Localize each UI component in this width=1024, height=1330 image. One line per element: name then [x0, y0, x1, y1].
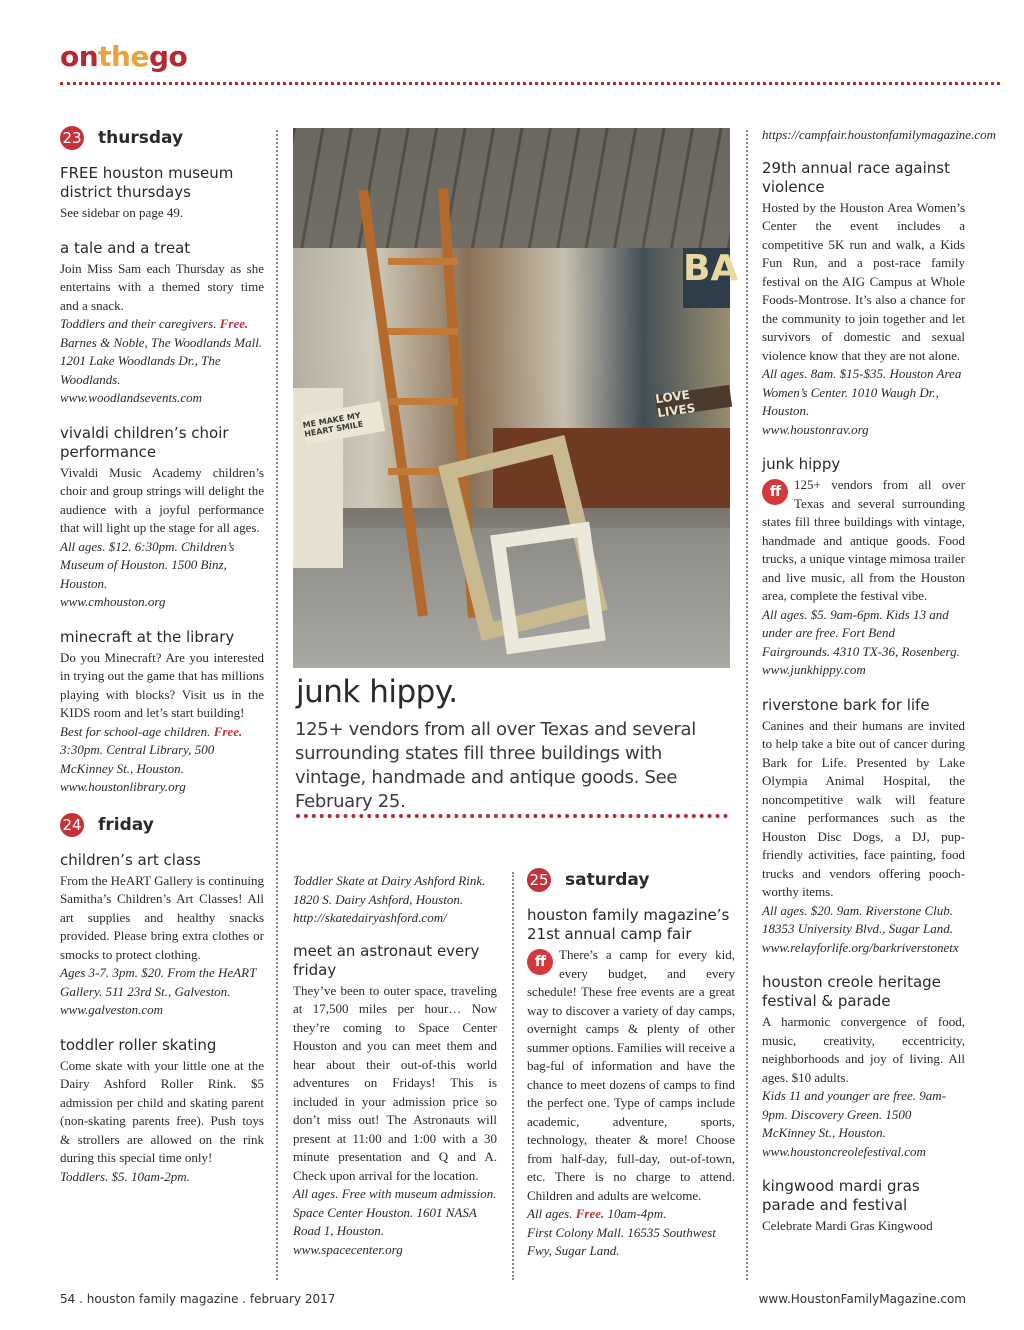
event-body: Vivaldi Music Academy children’s choir and group strings will delight the audience with a joyful performance that will light up the stage for all ages. — [60, 464, 264, 535]
event-body: See sidebar on page 49. — [60, 205, 184, 220]
event-body: Join Miss Sam each Thursday as she entertains with a themed story time and a snack. — [60, 260, 264, 313]
feature-divider — [296, 814, 728, 818]
free-label: Free. — [575, 1206, 605, 1221]
event-title: children’s art class — [60, 850, 201, 869]
event-title: houston family magazine’s 21st annual camp fair — [527, 906, 730, 943]
day-number-badge: 25 — [527, 868, 551, 892]
event-title: 29th annual race against violence — [762, 158, 950, 196]
day-name: thursday — [98, 128, 184, 148]
photo-ladder-rung — [388, 258, 458, 265]
event-body: Hosted by the Houston Area Women’s Center the event includes a competitive 5K run and walk, a Kids Fun Run, and a post-race family festival on the AIG Campus at Whole Foods-Montrose. It’s also a chance for the community to join together and let survivors of domestic and sexual violence know that they are not alone. — [762, 199, 965, 363]
event-url[interactable]: www.spacecenter.org — [293, 1241, 403, 1257]
event-creole-festival — [762, 973, 965, 1161]
family-friendly-icon: ff — [762, 479, 788, 505]
event-audience: Toddlers and their caregivers. — [60, 316, 220, 331]
column-2 — [293, 872, 497, 1275]
photo-ladder-rung — [388, 328, 458, 335]
column-divider-3 — [746, 130, 748, 1280]
event-race-against-violence — [762, 159, 965, 440]
feature-photo — [293, 128, 739, 668]
event-title: meet an astronaut every friday — [293, 941, 480, 979]
event-title: toddler roller skating — [60, 1035, 217, 1054]
event-body-text: 125+ vendors from all over Texas and several surrounding states fill three buildings with vintage, handmade and antique goods. Food trucks, a unique vintage mimosa trailer and live music, all from the Houston area, complete the festival vibe. — [762, 477, 965, 603]
day-number-badge: 23 — [60, 126, 84, 150]
event-info: All ages. $5. 9am-6pm. Kids 13 and under are free. Fort Bend Fairgrounds. 4310 TX-36, Rosenberg. — [762, 606, 960, 659]
column-4 — [762, 126, 996, 1252]
masthead-part-go: go — [148, 40, 188, 73]
event-url[interactable]: https://campfair.houstonfamilymagazine.com — [762, 127, 996, 142]
column-3 — [527, 868, 735, 1277]
event-info: All ages. $20. 9am. Riverstone Club. 18353 University Blvd., Sugar Land. — [762, 902, 954, 936]
event-vivaldi-choir — [60, 424, 264, 612]
day-number-badge: 24 — [60, 813, 84, 837]
day-header-saturday — [527, 868, 735, 892]
section-masthead — [60, 40, 187, 73]
event-museum-district — [60, 164, 264, 223]
event-info: All ages. 8am. $15-$35. Houston Area Women’s Center. 1010 Waugh Dr., Houston. — [762, 366, 962, 418]
event-minecraft — [60, 628, 264, 797]
photo-ceiling — [293, 128, 730, 248]
event-url[interactable]: www.galveston.com — [60, 1002, 164, 1017]
event-url[interactable]: www.cmhouston.org — [60, 594, 166, 609]
day-header-thursday — [60, 126, 264, 150]
photo-sign-ba: BA — [683, 248, 730, 308]
event-tale-and-treat — [60, 239, 264, 408]
event-title: FREE houston museum district thursdays — [60, 164, 234, 201]
feature-caption: 125+ vendors from all over Texas and several surrounding states fill three buildings with vintage, handmade and antique goods. See February 25. — [295, 719, 696, 812]
event-body: Canines and their humans are invited to help take a bite out of cancer during Bark for Life. Presented by Lake Olympia Animal Hospital, the noncompetitive walk will feature canine performances such as the Houston Disc Dogs, a DJ, pup-friendly activities, face painting, food trucks and vendors offering pooch-worthy items. — [762, 717, 965, 899]
event-body — [527, 946, 735, 1205]
event-camp-fair — [527, 906, 735, 1261]
column-divider-1 — [276, 130, 278, 1280]
event-time: 10am-4pm. — [604, 1206, 667, 1221]
event-body: They’ve been to outer space, traveling at 17,500 miles per hour… Now they’re coming to Space Center Houston and you can meet them and hear about their out-of-this world adventures on Fridays! This is included in your admission price so don’t miss out! The Astronauts will present at 11:00 and 1:00 with a 30 minute presentation and Q and A. Check upon arrival for the location. — [293, 982, 497, 1183]
feature-title: junk hippy. — [296, 674, 458, 710]
event-audience: Best for school-age children. — [60, 723, 214, 739]
event-title: vivaldi children’s choir performance — [60, 423, 229, 461]
event-toddler-skating — [60, 1036, 264, 1187]
event-mardi-gras — [762, 1177, 965, 1236]
event-body — [762, 476, 965, 606]
event-url[interactable]: www.woodlandsevents.com — [60, 390, 203, 405]
event-body: Come skate with your little one at the Dairy Ashford Roller Rink. $5 admission per child and skating parent (non-skating parents free). Push toys & strollers are allowed on the rink during this special time only! — [60, 1057, 264, 1165]
day-name: saturday — [565, 870, 650, 890]
masthead-part-the: the — [98, 40, 149, 73]
event-title: a tale and a treat — [60, 238, 191, 257]
event-info: All ages. Free with museum admission. Space Center Houston. 1601 NASA Road 1, Houston. — [293, 1186, 497, 1238]
event-info: Toddlers. $5. 10am-2pm. — [60, 1168, 190, 1184]
event-url[interactable]: www.houstonrav.org — [762, 421, 869, 437]
event-body: Celebrate Mardi Gras Kingwood — [762, 1218, 933, 1233]
event-info: Ages 3-7. 3pm. $20. From the HeART Gallery. 511 23rd St., Galveston. — [60, 965, 257, 999]
event-title: minecraft at the library — [60, 627, 235, 646]
masthead-divider — [60, 82, 1000, 85]
event-art-class — [60, 851, 264, 1020]
event-title: kingwood mardi gras parade and festival — [762, 1177, 920, 1214]
event-bark-for-life — [762, 696, 965, 958]
event-info: All ages. $12. 6:30pm. Children’s Museum of Houston. 1500 Binz, Houston. — [60, 538, 235, 591]
day-name: friday — [98, 814, 154, 835]
event-audience: All ages. — [527, 1206, 576, 1221]
event-title: houston creole heritage festival & parade — [762, 973, 941, 1010]
event-url[interactable]: www.junkhippy.com — [762, 662, 866, 677]
column-divider-2 — [512, 872, 514, 1280]
event-title: riverstone bark for life — [762, 695, 930, 714]
event-body: Do you Minecraft? Are you interested in trying out the game that has millions playing with blocks? Visit us in the KIDS room and let’s start building! — [60, 649, 265, 720]
photo-sign-love-lives: LOVE LIVES — [655, 385, 732, 417]
event-continued-location: Toddler Skate at Dairy Ashford Rink. 1820 S. Dairy Ashford, Houston. — [293, 873, 486, 907]
event-url[interactable]: www.relayforlife.org/barkriverstonetx — [762, 939, 959, 955]
footer-website[interactable]: www.HoustonFamilyMagazine.com — [758, 1292, 966, 1306]
event-location: First Colony Mall. 16535 Southwest Fwy, Sugar Land. — [527, 1224, 716, 1258]
event-meet-astronaut — [293, 942, 497, 1260]
event-title: junk hippy — [762, 455, 841, 473]
column-1 — [60, 126, 264, 1202]
event-body: A harmonic convergence of food, music, creativity, eccentricity, neighborhoods and joy of living. All ages. $10 adults. — [762, 1014, 965, 1085]
event-url[interactable]: www.houstonlibrary.org — [60, 779, 186, 794]
event-junk-hippy — [762, 455, 965, 680]
event-location: Barnes & Noble, The Woodlands Mall. 1201 Lake Woodlands Dr., The Woodlands. — [60, 334, 263, 387]
event-info — [60, 723, 264, 779]
photo-ladder-rung — [388, 398, 458, 405]
day-header-friday — [60, 813, 264, 837]
masthead-part-on: on — [60, 40, 99, 73]
event-location: 3:30pm. Central Library, 500 McKinney St., Houston. — [60, 742, 215, 776]
event-info — [60, 315, 264, 389]
event-body: From the HeART Gallery is continuing Samitha’s Children’s Art Classes! All art supplies and healthy snacks provided. Please bring extra clothes or smocks to protect clothing. — [60, 872, 264, 962]
footer-folio: 54 . houston family magazine . february 2017 — [60, 1292, 336, 1306]
family-friendly-icon: ff — [527, 949, 553, 975]
event-info: Kids 11 and younger are free. 9am-9pm. Discovery Green. 1500 McKinney St., Houston. — [762, 1088, 947, 1140]
photo-frame-white — [490, 522, 606, 655]
free-label: Free. — [213, 723, 243, 739]
event-body-text: There’s a camp for every kid, every budget, and every schedule! These free events are a great way to discover a variety of day camps, overnight camps & plenty of other summer options. Families will receive a bag-ful of information and have the chance to meet dozens of camps to find the perfect one. Type of camps include academic, adventure, sports, technology, theater & more! Choose from half-day, full-day, out-of-town, etc. There is no charge to attend. Children and adults are welcome. — [527, 947, 735, 1203]
event-url[interactable]: www.houstoncreolefestival.com — [762, 1143, 926, 1159]
event-url[interactable]: http://skatedairyashford.com/ — [293, 910, 447, 925]
free-label: Free. — [219, 316, 249, 331]
photo-sign-heart-smile: ME MAKE MY HEART SMILE — [301, 401, 385, 444]
event-info — [527, 1205, 735, 1224]
